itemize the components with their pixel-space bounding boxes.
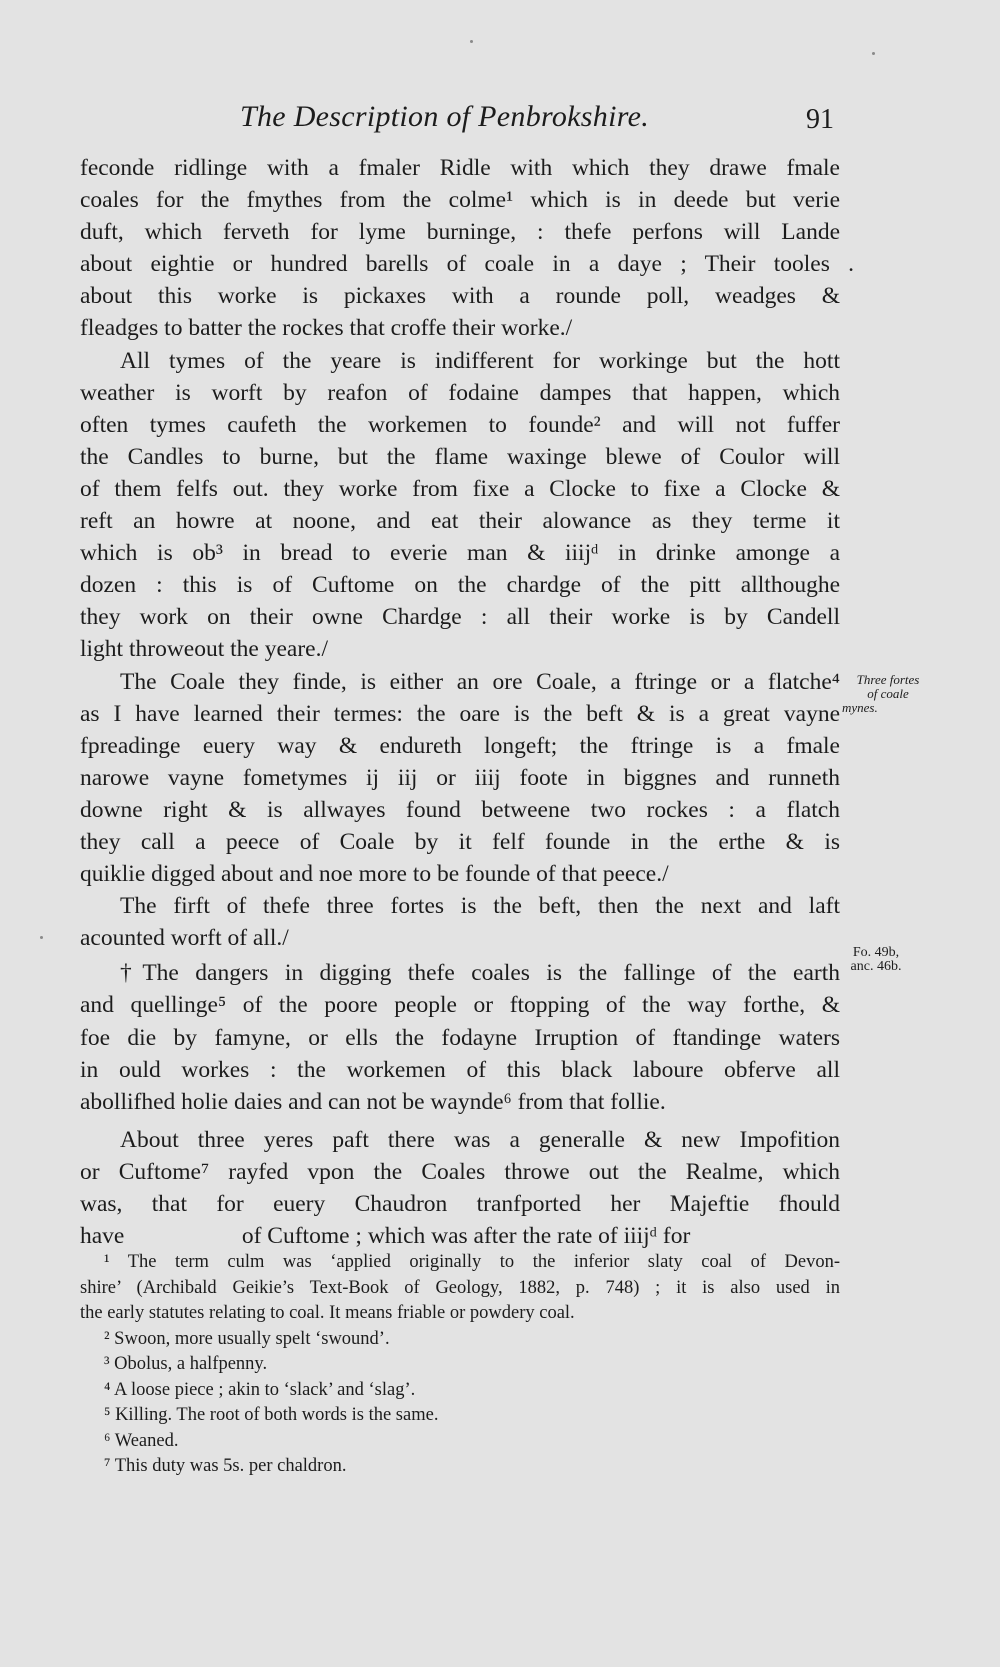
margin-note-line: Three fortes xyxy=(856,672,920,687)
margin-note-folio xyxy=(836,946,916,974)
text-line: narowe vayne fometymes ij iij or iiij foote in biggnes and runneth xyxy=(80,764,840,791)
footnote: ⁷ This duty was 5s. per chaldron. xyxy=(104,1456,347,1476)
text-line: often tymes caufeth the workemen to founde² and will not fuffer xyxy=(80,411,840,438)
footnote-continuation: shire’ (Archibald Geikie’s Text-Book of Geology, 1882, p. 748) ; it is also used in xyxy=(80,1277,840,1298)
text-line: dozen : this is of Cuftome on the chardge of the pitt allthoughe xyxy=(80,572,840,599)
margin-note-line: mynes. xyxy=(842,700,878,715)
footnote-continuation: the early statutes relating to coal. It means friable or powdery coal. xyxy=(80,1303,575,1323)
text-line: †The dangers in digging thefe coales is the fallinge of the earth xyxy=(120,960,840,987)
text-line: have of Cuftome ; which was after the rate of iiijᵈ for xyxy=(80,1223,691,1250)
text-line: All tymes of the yeare is indifferent for workinge but the hott xyxy=(120,347,840,374)
footnote: ⁴ A loose piece ; akin to ‘slack’ and ‘slag’. xyxy=(104,1379,416,1400)
margin-note-line: of coale xyxy=(867,686,909,701)
text-line: downe right & is allwayes found betweene two rockes : a flatch xyxy=(80,796,840,823)
text-line: feconde ridlinge with a fmaler Ridle with which they drawe fmale xyxy=(80,155,840,181)
footnote: ² Swoon, more usually spelt ‘swound’. xyxy=(104,1328,390,1349)
text-line: as I have learned their termes: the oare is the beft & is a great vayne xyxy=(80,700,840,727)
text-line: The firft of thefe three fortes is the beft, then the next and laft xyxy=(120,893,840,920)
paper-speck xyxy=(40,936,43,939)
text-line: About three yeres paft there was a generalle & new Impofition xyxy=(120,1126,840,1153)
margin-note-line: anc. 46b. xyxy=(850,959,902,974)
text-line: foe die by famyne, or ells the fodayne Irruption of ftandinge waters xyxy=(80,1024,840,1051)
text-line: of them felfs out. they worke from fixe a Clocke to fixe a Clocke & xyxy=(80,475,840,502)
page-number: 91 xyxy=(806,104,834,135)
body-text xyxy=(80,152,854,1252)
paper-speck xyxy=(872,52,875,55)
footnote: ⁵ Killing. The root of both words is the same. xyxy=(104,1405,439,1425)
paper-speck xyxy=(470,40,473,43)
text-line: was, that for euery Chaudron tranfported her Majeftie fhould xyxy=(80,1191,840,1217)
text-line: duft, which ferveth for lyme burninge, : thefe perfons will Lande xyxy=(80,219,840,246)
text-line: fpreadinge euery way & endureth longeft; the ftringe is a fmale xyxy=(80,732,840,759)
footnote: ⁶ Weaned. xyxy=(104,1430,179,1451)
text-line: they work on their owne Chardge : all their worke is by Candell xyxy=(80,604,840,631)
text-line: they call a peece of Coale by it felf founde in the erthe & is xyxy=(80,828,840,855)
margin-note-line: Fo. 49b, xyxy=(852,945,900,960)
text-line: abollifhed holie daies and can not be waynde⁶ from that follie. xyxy=(80,1088,666,1115)
text-line: which is ob³ in bread to everie man & iiijᵈ in drinke amonge a xyxy=(80,540,840,567)
text-line: about this worke is pickaxes with a rounde poll, weadges & xyxy=(80,283,840,310)
text-line: quiklie digged about and noe more to be founde of that peece./ xyxy=(80,861,669,888)
text-line: The Coale they finde, is either an ore Coale, a ftringe or a flatche⁴ xyxy=(120,668,840,695)
text-line: about eightie or hundred barells of coale in a daye ; Their tooles . xyxy=(80,251,854,278)
text-line: and quellinge⁵ of the poore people or ftopping of the way forthe, & xyxy=(80,992,840,1019)
running-head xyxy=(0,100,1000,140)
text-line: the Candles to burne, but the flame waxinge blewe of Coulor will xyxy=(80,443,840,470)
running-title: The Description of Penbrokshire. xyxy=(240,100,649,133)
text-line: weather is worft by reafon of fodaine dampes that happen, which xyxy=(80,379,840,406)
text-line: or Cuftome⁷ rayfed vpon the Coales throwe out the Realme, which xyxy=(80,1158,840,1185)
text-line: reft an howre at noone, and eat their alowance as they terme it xyxy=(80,508,840,535)
text-line: acounted worft of all./ xyxy=(80,925,289,952)
text-line: in ould workes : the workemen of this black laboure obferve all xyxy=(80,1056,840,1083)
footnote: ³ Obolus, a halfpenny. xyxy=(104,1354,268,1374)
margin-note-three-sorts xyxy=(838,673,938,715)
text-line: coales for the fmythes from the colme¹ which is in deede but verie xyxy=(80,187,840,214)
footnote: ¹ The term culm was ‘applied originally to the inferior slaty coal of Devon- xyxy=(104,1252,840,1272)
text-line: light throweout the yeare./ xyxy=(80,636,328,663)
footnotes xyxy=(80,1250,840,1480)
text-line: fleadges to batter the rockes that croffe their worke./ xyxy=(80,315,573,342)
